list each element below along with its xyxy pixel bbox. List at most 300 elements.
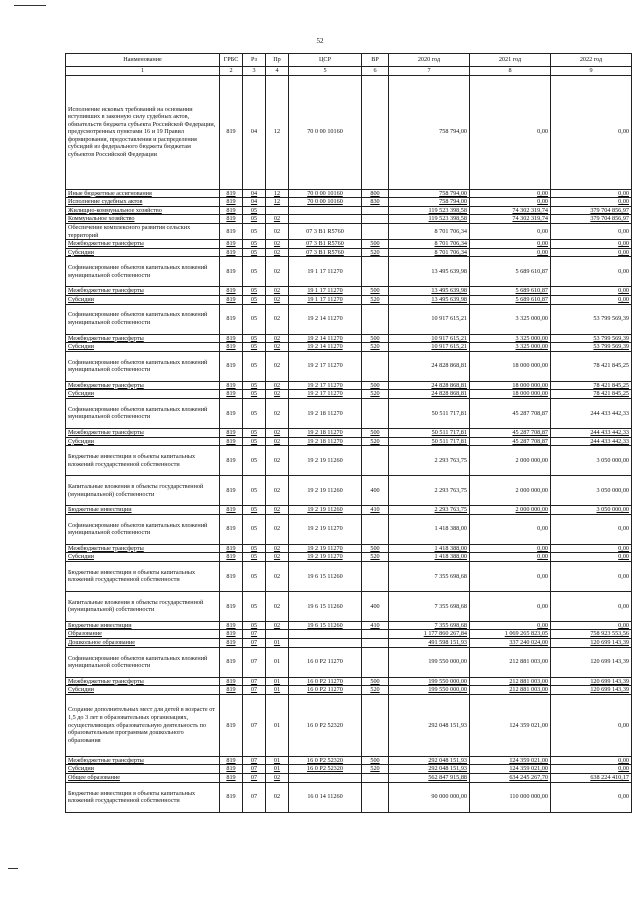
row-vr [362, 304, 389, 334]
row-vr [362, 694, 389, 756]
row-grbs: 819 [220, 647, 243, 677]
row-2022: 0,00 [551, 295, 632, 304]
row-grbs: 819 [220, 514, 243, 544]
index-cell: 2 [220, 67, 243, 76]
row-2020: 491 598 151,93 [389, 639, 470, 648]
row-2020: 199 550 000,00 [389, 677, 470, 686]
row-name: Капитальные вложения в объекты государственной (муниципальной) собственности [66, 591, 220, 621]
row-rz: 05 [243, 248, 266, 257]
row-vr: 500 [362, 756, 389, 765]
row-2020: 10 917 615,21 [389, 334, 470, 343]
row-csr: 19 2 19 11270 [289, 514, 362, 544]
table-row [66, 381, 632, 390]
row-2022: 3 050 000,00 [551, 506, 632, 515]
row-2021: 45 287 708,87 [470, 428, 551, 437]
row-2020: 7 355 698,68 [389, 591, 470, 621]
row-rz: 05 [243, 621, 266, 630]
table-row [66, 621, 632, 630]
row-2022: 53 799 569,39 [551, 343, 632, 352]
row-rz: 05 [243, 591, 266, 621]
row-pr: 02 [266, 287, 289, 296]
row-name: Общее образование [66, 774, 220, 783]
row-pr: 12 [266, 198, 289, 207]
row-2021: 0,00 [470, 223, 551, 239]
row-vr [362, 647, 389, 677]
col-header-csr: ЦСР [289, 54, 362, 67]
index-cell: 6 [362, 67, 389, 76]
row-rz: 07 [243, 756, 266, 765]
row-2022: 379 704 856,97 [551, 206, 632, 215]
row-vr [362, 223, 389, 239]
row-2021: 5 689 610,87 [470, 257, 551, 287]
row-2022: 0,00 [551, 514, 632, 544]
row-grbs: 819 [220, 765, 243, 774]
row-2022: 0,00 [551, 287, 632, 296]
row-2022: 0,00 [551, 198, 632, 207]
row-name: Исполнение исковых требований на основании вступивших в законную силу судебных актов, обязательств бюджета субъекта Российской Федерации, предусмотренных пунктами 16 и 19 Правил формирования, предоставления и распределения субсидий из федерального бюджета бюджетам субъектов Российской Федерации [66, 75, 220, 189]
row-name: Коммунальное хозяйство [66, 215, 220, 224]
row-name: Межбюджетные трансферты [66, 334, 220, 343]
table-row [66, 189, 632, 198]
row-rz: 05 [243, 437, 266, 446]
row-rz: 07 [243, 765, 266, 774]
index-cell: 3 [243, 67, 266, 76]
row-rz: 07 [243, 774, 266, 783]
row-2021: 18 000 000,00 [470, 351, 551, 381]
row-grbs: 819 [220, 398, 243, 428]
row-name: Межбюджетные трансферты [66, 756, 220, 765]
row-rz: 07 [243, 782, 266, 812]
row-rz: 05 [243, 398, 266, 428]
row-rz: 05 [243, 206, 266, 215]
index-row [66, 67, 632, 76]
row-name: Софинансирование объектов капитальных вложений муниципальной собственности [66, 304, 220, 334]
row-csr [289, 206, 362, 215]
col-header-grbs: ГРБС [220, 54, 243, 67]
table-row [66, 428, 632, 437]
row-2020: 8 701 706,34 [389, 240, 470, 249]
row-name: Субсидии [66, 390, 220, 399]
row-pr: 02 [266, 223, 289, 239]
row-vr: 410 [362, 621, 389, 630]
row-name: Образование [66, 630, 220, 639]
row-csr: 16 0 P2 52320 [289, 765, 362, 774]
row-grbs: 819 [220, 591, 243, 621]
table-row [66, 677, 632, 686]
row-csr: 07 3 B1 R5760 [289, 240, 362, 249]
row-2020: 758 794,00 [389, 189, 470, 198]
row-2021: 212 881 003,00 [470, 677, 551, 686]
row-pr [266, 206, 289, 215]
row-vr [362, 514, 389, 544]
row-2021: 0,00 [470, 240, 551, 249]
row-vr [362, 630, 389, 639]
table-row [66, 774, 632, 783]
row-grbs: 819 [220, 621, 243, 630]
row-grbs: 819 [220, 334, 243, 343]
row-name: Капитальные вложения в объекты государственной (муниципальной) собственности [66, 476, 220, 506]
row-2020: 50 511 717,81 [389, 398, 470, 428]
row-name: Бюджетные инвестиции в объекты капитальных вложений государственной собственности [66, 561, 220, 591]
table-row [66, 295, 632, 304]
row-2020: 292 048 151,93 [389, 765, 470, 774]
row-grbs: 819 [220, 198, 243, 207]
row-csr: 70 0 00 10160 [289, 189, 362, 198]
row-2021: 2 000 000,00 [470, 476, 551, 506]
row-pr: 02 [266, 782, 289, 812]
row-rz: 05 [243, 428, 266, 437]
row-grbs: 819 [220, 381, 243, 390]
row-csr [289, 630, 362, 639]
row-2022: 120 699 143,39 [551, 639, 632, 648]
col-header-2021: 2021 год [470, 54, 551, 67]
row-grbs: 819 [220, 437, 243, 446]
row-pr: 02 [266, 514, 289, 544]
row-name: Субсидии [66, 765, 220, 774]
row-2022: 0,00 [551, 240, 632, 249]
row-rz: 07 [243, 630, 266, 639]
row-grbs: 819 [220, 206, 243, 215]
index-cell: 4 [266, 67, 289, 76]
row-2021: 337 240 024,00 [470, 639, 551, 648]
row-csr: 16 0 P2 11270 [289, 647, 362, 677]
row-2020: 13 495 639,98 [389, 295, 470, 304]
row-2022: 0,00 [551, 257, 632, 287]
row-2020: 8 701 706,34 [389, 248, 470, 257]
row-2021: 74 302 319,74 [470, 206, 551, 215]
table-row [66, 304, 632, 334]
table-row [66, 257, 632, 287]
row-2021: 2 000 000,00 [470, 506, 551, 515]
row-2020: 7 355 698,68 [389, 621, 470, 630]
table-row [66, 215, 632, 224]
row-pr: 01 [266, 677, 289, 686]
row-2020: 758 794,00 [389, 75, 470, 189]
row-vr: 520 [362, 553, 389, 562]
row-rz: 05 [243, 215, 266, 224]
row-csr: 19 2 18 11270 [289, 428, 362, 437]
row-vr [362, 639, 389, 648]
index-cell: 5 [289, 67, 362, 76]
row-grbs: 819 [220, 553, 243, 562]
row-grbs: 819 [220, 756, 243, 765]
col-header-rz: Рз [243, 54, 266, 67]
row-2021: 3 325 000,00 [470, 304, 551, 334]
row-pr: 02 [266, 506, 289, 515]
row-rz: 05 [243, 381, 266, 390]
row-grbs: 819 [220, 561, 243, 591]
row-pr: 02 [266, 334, 289, 343]
row-rz: 07 [243, 686, 266, 695]
row-2022: 78 421 845,25 [551, 390, 632, 399]
row-2021: 0,00 [470, 198, 551, 207]
row-vr [362, 398, 389, 428]
row-2022: 3 050 000,00 [551, 446, 632, 476]
table-row [66, 506, 632, 515]
table-row [66, 765, 632, 774]
row-2021: 124 359 021,00 [470, 765, 551, 774]
row-name: Межбюджетные трансферты [66, 240, 220, 249]
row-csr: 70 0 00 10160 [289, 75, 362, 189]
row-name: Бюджетные инвестиции [66, 621, 220, 630]
row-2021: 2 000 000,00 [470, 446, 551, 476]
index-cell: 9 [551, 67, 632, 76]
row-vr [362, 446, 389, 476]
row-grbs: 819 [220, 630, 243, 639]
row-csr [289, 774, 362, 783]
row-2022: 0,00 [551, 544, 632, 553]
row-2022: 0,00 [551, 782, 632, 812]
row-vr [362, 75, 389, 189]
row-vr: 410 [362, 506, 389, 515]
row-name: Бюджетные инвестиции в объекты капитальных вложений государственной собственности [66, 782, 220, 812]
row-2020: 2 293 763,75 [389, 506, 470, 515]
row-name: Субсидии [66, 686, 220, 695]
row-2020: 13 495 639,98 [389, 257, 470, 287]
row-2022: 78 421 845,25 [551, 351, 632, 381]
row-grbs: 819 [220, 215, 243, 224]
budget-table [65, 53, 632, 813]
row-vr: 520 [362, 765, 389, 774]
row-csr: 19 2 19 11260 [289, 476, 362, 506]
row-rz: 05 [243, 257, 266, 287]
index-cell: 8 [470, 67, 551, 76]
table-row [66, 198, 632, 207]
row-2022: 0,00 [551, 621, 632, 630]
row-2022: 244 433 442,33 [551, 428, 632, 437]
row-pr: 02 [266, 476, 289, 506]
row-2020: 24 828 868,81 [389, 381, 470, 390]
row-2020: 758 794,00 [389, 198, 470, 207]
table-row [66, 437, 632, 446]
row-name: Софинансирование объектов капитальных вложений муниципальной собственности [66, 398, 220, 428]
table-row [66, 240, 632, 249]
row-2021: 212 881 003,00 [470, 647, 551, 677]
row-2020: 24 828 868,81 [389, 390, 470, 399]
row-2021: 634 245 267,70 [470, 774, 551, 783]
row-2022: 78 421 845,25 [551, 381, 632, 390]
row-vr: 500 [362, 381, 389, 390]
row-2021: 0,00 [470, 248, 551, 257]
row-rz: 07 [243, 639, 266, 648]
row-csr: 16 0 14 11260 [289, 782, 362, 812]
row-rz: 04 [243, 75, 266, 189]
row-2022: 638 224 410,17 [551, 774, 632, 783]
table-row [66, 553, 632, 562]
row-rz: 04 [243, 198, 266, 207]
row-name: Дошкольное образование [66, 639, 220, 648]
index-cell: 7 [389, 67, 470, 76]
row-csr: 19 2 18 11270 [289, 398, 362, 428]
row-vr [362, 782, 389, 812]
table-row [66, 476, 632, 506]
row-name: Софинансирование объектов капитальных вложений муниципальной собственности [66, 647, 220, 677]
table-row [66, 782, 632, 812]
row-grbs: 819 [220, 694, 243, 756]
row-vr: 400 [362, 476, 389, 506]
row-grbs: 819 [220, 686, 243, 695]
row-pr: 01 [266, 765, 289, 774]
row-vr: 520 [362, 437, 389, 446]
table-row [66, 514, 632, 544]
row-2020: 7 355 698,68 [389, 561, 470, 591]
row-pr: 02 [266, 295, 289, 304]
table-row [66, 343, 632, 352]
table-row [66, 694, 632, 756]
table-row [66, 334, 632, 343]
row-csr: 19 6 15 11260 [289, 621, 362, 630]
row-vr: 500 [362, 240, 389, 249]
row-2020: 119 523 398,58 [389, 215, 470, 224]
row-name: Субсидии [66, 343, 220, 352]
table-row [66, 398, 632, 428]
row-vr [362, 774, 389, 783]
row-rz: 05 [243, 287, 266, 296]
row-pr: 02 [266, 774, 289, 783]
row-2021: 0,00 [470, 553, 551, 562]
row-name: Исполнение судебных актов [66, 198, 220, 207]
row-2022: 0,00 [551, 591, 632, 621]
scan-mark-top [14, 5, 46, 6]
row-2021: 0,00 [470, 189, 551, 198]
row-2022: 120 699 143,39 [551, 647, 632, 677]
row-rz: 05 [243, 553, 266, 562]
row-2020: 562 847 915,88 [389, 774, 470, 783]
row-2021: 0,00 [470, 561, 551, 591]
row-csr: 19 1 17 11270 [289, 295, 362, 304]
row-vr: 500 [362, 428, 389, 437]
row-rz: 07 [243, 694, 266, 756]
row-grbs: 819 [220, 304, 243, 334]
row-pr: 02 [266, 591, 289, 621]
table-row [66, 351, 632, 381]
row-grbs: 819 [220, 390, 243, 399]
row-vr: 520 [362, 248, 389, 257]
row-vr [362, 215, 389, 224]
row-name: Межбюджетные трансферты [66, 677, 220, 686]
row-vr: 500 [362, 544, 389, 553]
row-name: Субсидии [66, 248, 220, 257]
row-2020: 1 418 388,00 [389, 553, 470, 562]
row-pr: 01 [266, 639, 289, 648]
index-cell: 1 [66, 67, 220, 76]
row-2022: 120 699 143,39 [551, 677, 632, 686]
row-2021: 45 287 708,87 [470, 398, 551, 428]
row-csr [289, 639, 362, 648]
row-2022: 0,00 [551, 694, 632, 756]
row-vr: 500 [362, 677, 389, 686]
row-vr [362, 206, 389, 215]
table-row [66, 75, 632, 189]
row-name: Создание дополнительных мест для детей в возрасте от 1,5 до 3 лет в образовательных организациях, осуществляющих образовательную деятельность по образовательным программам дошкольного образования [66, 694, 220, 756]
row-vr [362, 561, 389, 591]
row-pr: 02 [266, 304, 289, 334]
row-2021: 3 325 000,00 [470, 334, 551, 343]
row-rz: 05 [243, 304, 266, 334]
row-rz: 04 [243, 189, 266, 198]
table-row [66, 223, 632, 239]
row-pr: 02 [266, 428, 289, 437]
table-row [66, 639, 632, 648]
row-grbs: 819 [220, 774, 243, 783]
row-pr: 01 [266, 694, 289, 756]
row-csr: 16 0 P2 52320 [289, 756, 362, 765]
row-2020: 10 917 615,21 [389, 304, 470, 334]
row-csr: 19 2 14 11270 [289, 304, 362, 334]
row-2020: 8 701 706,34 [389, 223, 470, 239]
row-grbs: 819 [220, 677, 243, 686]
row-csr: 19 6 15 11260 [289, 561, 362, 591]
table-row [66, 686, 632, 695]
row-2022: 0,00 [551, 756, 632, 765]
row-name: Межбюджетные трансферты [66, 381, 220, 390]
row-name: Межбюджетные трансферты [66, 287, 220, 296]
row-2020: 50 511 717,81 [389, 428, 470, 437]
row-pr: 02 [266, 351, 289, 381]
row-pr: 02 [266, 544, 289, 553]
row-rz: 05 [243, 446, 266, 476]
table-row [66, 561, 632, 591]
row-pr: 02 [266, 561, 289, 591]
row-rz: 05 [243, 334, 266, 343]
row-csr: 19 2 14 11270 [289, 334, 362, 343]
row-grbs: 819 [220, 287, 243, 296]
row-rz: 05 [243, 343, 266, 352]
row-vr: 520 [362, 295, 389, 304]
row-rz: 05 [243, 223, 266, 239]
col-header-2020: 2020 год [389, 54, 470, 67]
table-row [66, 390, 632, 399]
row-2021: 110 000 000,00 [470, 782, 551, 812]
row-pr: 02 [266, 553, 289, 562]
table-row [66, 248, 632, 257]
row-rz: 05 [243, 514, 266, 544]
row-2021: 5 689 610,87 [470, 287, 551, 296]
row-2020: 119 523 398,58 [389, 206, 470, 215]
row-grbs: 819 [220, 189, 243, 198]
row-2022: 53 799 569,39 [551, 334, 632, 343]
table-row [66, 544, 632, 553]
row-2021: 0,00 [470, 544, 551, 553]
table-row [66, 591, 632, 621]
row-pr: 02 [266, 343, 289, 352]
row-name: Софинансирование объектов капитальных вложений муниципальной собственности [66, 257, 220, 287]
row-2020: 1 418 388,00 [389, 514, 470, 544]
row-vr: 520 [362, 686, 389, 695]
row-csr: 07 3 B1 R5760 [289, 223, 362, 239]
scan-mark-bottom [8, 868, 18, 869]
row-vr [362, 257, 389, 287]
row-2021: 1 069 265 823,05 [470, 630, 551, 639]
row-2020: 10 917 615,21 [389, 343, 470, 352]
row-2021: 0,00 [470, 75, 551, 189]
row-grbs: 819 [220, 544, 243, 553]
col-header-name: Наименование [66, 54, 220, 67]
row-csr [289, 215, 362, 224]
row-2021: 18 000 000,00 [470, 390, 551, 399]
row-rz: 05 [243, 561, 266, 591]
row-2022: 244 433 442,33 [551, 437, 632, 446]
row-csr: 19 1 17 11270 [289, 257, 362, 287]
row-2021: 0,00 [470, 621, 551, 630]
col-header-pr: Пр [266, 54, 289, 67]
row-name: Жилищно-коммунальное хозяйство [66, 206, 220, 215]
row-grbs: 819 [220, 351, 243, 381]
row-grbs: 819 [220, 240, 243, 249]
row-grbs: 819 [220, 343, 243, 352]
row-2022: 758 923 553,56 [551, 630, 632, 639]
row-name: Межбюджетные трансферты [66, 428, 220, 437]
